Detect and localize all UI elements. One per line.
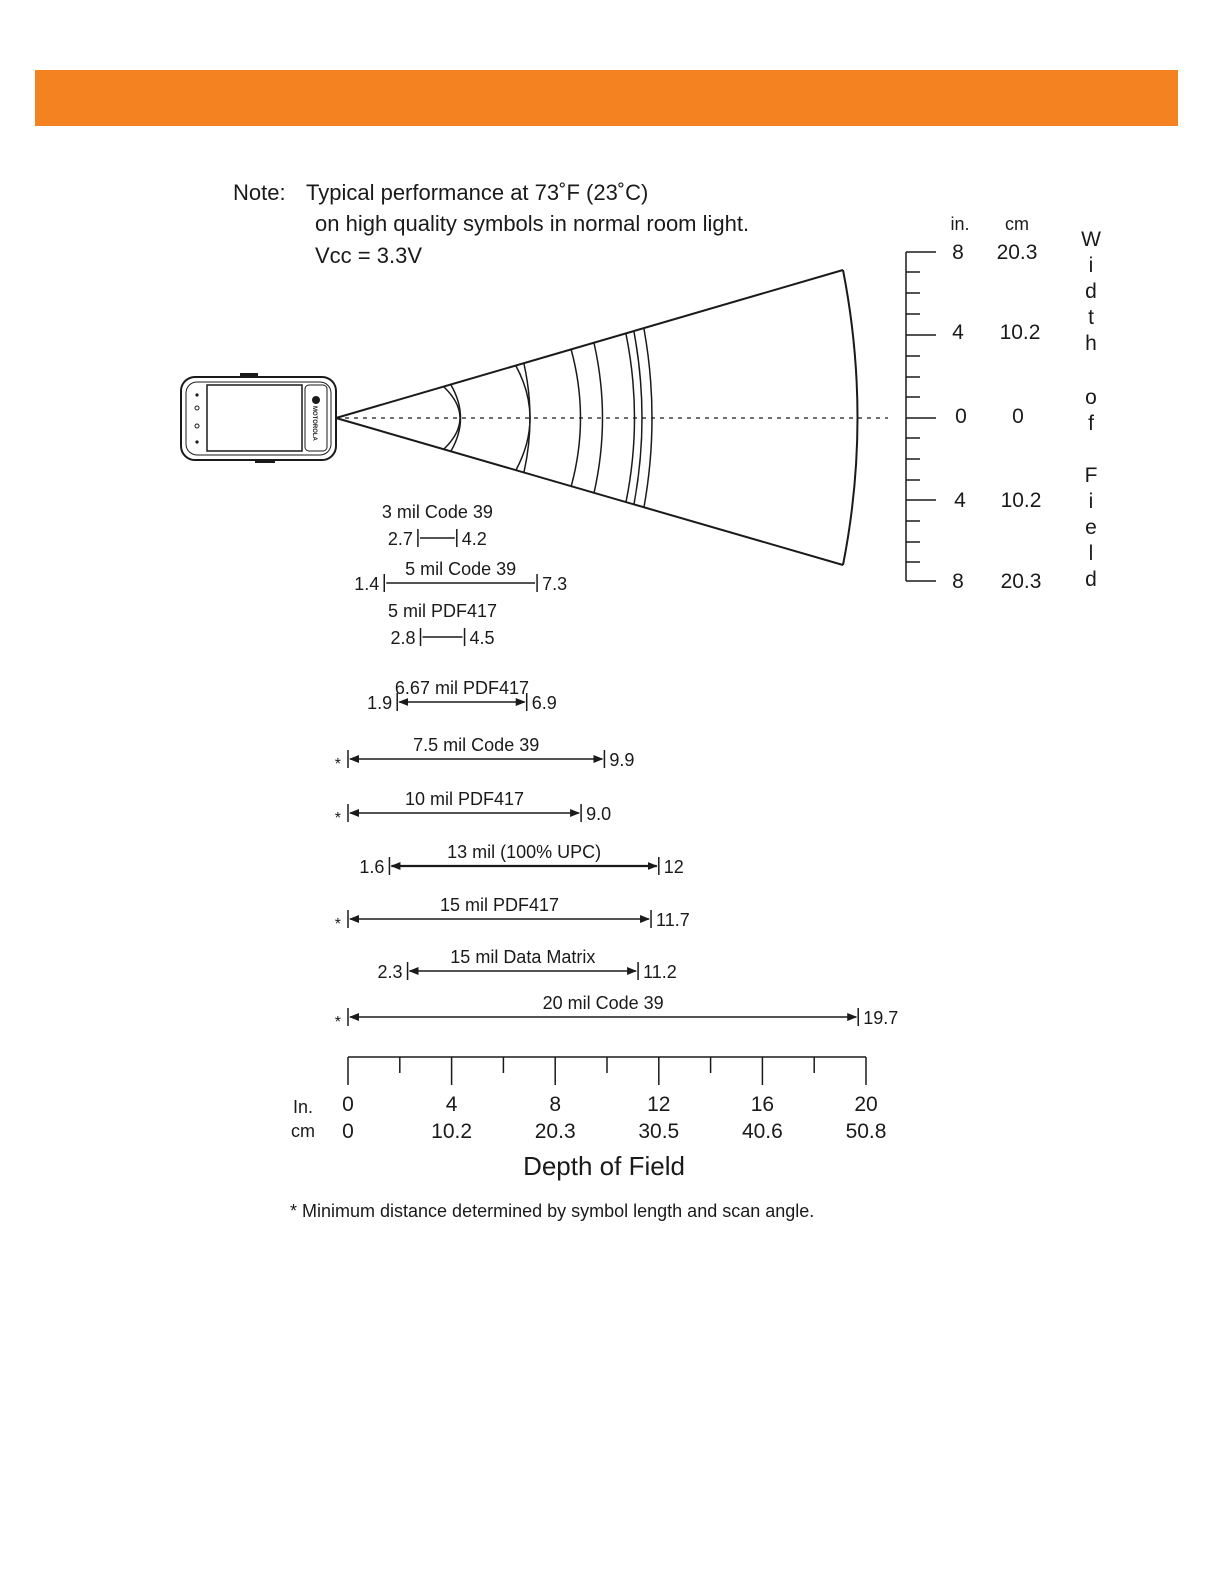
width-title-letter: l (1088, 542, 1094, 565)
mobile-computer-icon (181, 373, 336, 463)
range-bar (378, 947, 677, 982)
x-unit-label-cm: cm (291, 1121, 315, 1141)
width-label-cm: 10.2 (999, 321, 1041, 344)
range-max-label: 9.9 (609, 750, 635, 770)
x-tick-label-in: 16 (750, 1093, 775, 1116)
width-title-letter: d (1085, 568, 1097, 591)
note-line-3: Vcc = 3.3V (315, 243, 423, 268)
width-label-cm: 0 (1012, 405, 1024, 428)
width-title-letter: t (1088, 306, 1094, 329)
width-title-letter: o (1085, 386, 1097, 409)
x-tick-label-in: 4 (445, 1093, 458, 1116)
width-scale-header-cm: cm (1005, 214, 1029, 234)
note-line-2: on high quality symbols in normal room light. (315, 211, 750, 236)
range-name-label: 7.5 mil Code 39 (413, 735, 540, 755)
range-max-label: 9.0 (586, 804, 612, 824)
width-title-letter: W (1081, 228, 1101, 251)
width-title-letter: i (1088, 490, 1094, 513)
range-max-label: 7.3 (542, 574, 568, 594)
range-name-label: 6.67 mil PDF417 (394, 678, 529, 698)
range-min-label: 2.3 (377, 962, 403, 982)
range-bar (367, 678, 557, 713)
note-line-1: Typical performance at 73˚F (23˚C) (306, 180, 649, 205)
range-max-label: 4.2 (461, 529, 487, 549)
x-tick-label-cm: 50.8 (845, 1120, 887, 1143)
range-name-label: 5 mil PDF417 (388, 601, 498, 621)
x-tick-label-in: 12 (647, 1093, 671, 1116)
range-bar (359, 842, 683, 877)
x-unit-label-in: In. (292, 1097, 314, 1117)
x-axis-label: Depth of Field (523, 1151, 685, 1181)
width-label-in: 8 (952, 570, 964, 593)
width-label-cm: 20.3 (1000, 570, 1042, 593)
range-min-label: * (334, 756, 341, 773)
range-bar (335, 993, 899, 1031)
range-min-label: 2.7 (387, 529, 413, 549)
width-title-letter: e (1085, 516, 1097, 539)
width-title-letter: f (1088, 412, 1094, 435)
range-min-label: * (334, 1014, 341, 1031)
x-tick-label-in: 0 (342, 1093, 354, 1116)
width-label-in: 0 (955, 405, 967, 428)
width-label-in: 4 (952, 321, 964, 344)
x-tick-label-cm: 30.5 (638, 1120, 680, 1143)
range-min-label: 1.9 (367, 693, 393, 713)
range-name-label: 13 mil (100% UPC) (447, 842, 602, 862)
x-tick-label-in: 8 (549, 1093, 562, 1116)
width-label-in: 4 (954, 489, 966, 512)
range-bar (335, 789, 611, 827)
width-title-letter: d (1085, 280, 1097, 303)
range-min-label: 1.6 (359, 857, 385, 877)
range-min-label: 2.8 (390, 628, 416, 648)
width-title-letter: F (1084, 464, 1098, 487)
range-max-label: 11.7 (656, 910, 690, 930)
width-label-in: 8 (952, 241, 964, 264)
footnote: * Minimum distance determined by symbol length and scan angle. (290, 1201, 815, 1221)
range-min-label: * (334, 916, 341, 933)
range-bar (388, 601, 497, 648)
range-bar (335, 895, 690, 933)
note-label: Note: (233, 180, 286, 205)
range-bar (354, 559, 567, 594)
range-max-label: 4.5 (469, 628, 495, 648)
width-label-cm: 20.3 (996, 241, 1038, 264)
width-title-letter: h (1085, 332, 1097, 355)
width-of-field-scale (906, 252, 936, 581)
range-max-label: 6.9 (531, 693, 557, 713)
device-brand: MOTOROLA (311, 406, 317, 441)
x-tick-label-in: 20 (854, 1093, 878, 1116)
range-name-label: 15 mil Data Matrix (450, 947, 596, 967)
range-name-label: 5 mil Code 39 (405, 559, 517, 579)
range-max-label: 12 (663, 857, 684, 877)
range-bar (335, 735, 635, 773)
width-title-letter: i (1088, 254, 1094, 277)
width-scale-header-in: in. (950, 214, 970, 234)
range-name-label: 10 mil PDF417 (405, 789, 525, 809)
width-scale-labels (952, 241, 1041, 593)
range-name-label: 15 mil PDF417 (439, 895, 560, 915)
depth-of-field-axis (342, 1057, 886, 1143)
range-bar (382, 502, 493, 549)
range-name-label: 3 mil Code 39 (381, 502, 493, 522)
x-tick-label-cm: 10.2 (431, 1120, 473, 1143)
width-label-cm: 10.2 (1000, 489, 1042, 512)
range-min-label: * (334, 810, 341, 827)
x-tick-label-cm: 40.6 (741, 1120, 783, 1143)
range-max-label: 11.2 (643, 962, 677, 982)
x-tick-label-cm: 20.3 (534, 1120, 576, 1143)
width-of-field-title (1081, 228, 1101, 591)
x-tick-label-cm: 0 (342, 1120, 354, 1143)
range-bars (335, 502, 899, 1031)
range-min-label: 1.4 (354, 574, 380, 594)
range-name-label: 20 mil Code 39 (542, 993, 664, 1013)
range-max-label: 19.7 (863, 1008, 899, 1028)
